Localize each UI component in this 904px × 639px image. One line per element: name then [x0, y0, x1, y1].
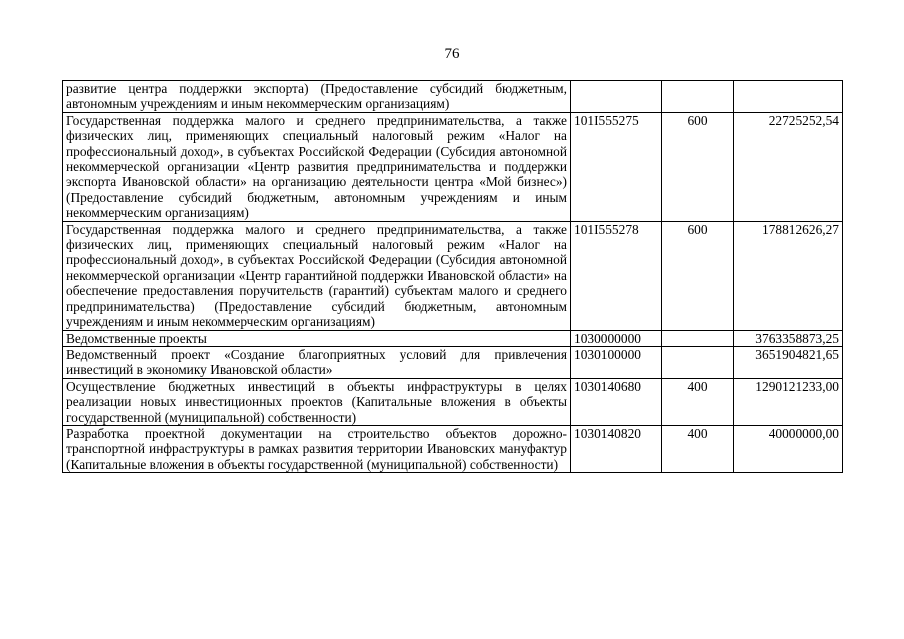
row-expense-type [662, 346, 734, 378]
row-name: развитие центра поддержки экспорта) (Предоставление субсидий бюджетным, автономным учреждениям и иным некоммерческим организациям) [63, 81, 571, 113]
row-code [571, 81, 662, 113]
table-row [63, 346, 843, 378]
table-row [63, 425, 843, 472]
table-row [63, 112, 843, 221]
row-sum [734, 81, 843, 113]
row-name: Ведомственные проекты [63, 330, 571, 346]
row-name: Ведомственный проект «Создание благоприятных условий для привлечения инвестиций в экономику Ивановской области» [63, 346, 571, 378]
row-expense-type: 600 [662, 221, 734, 330]
row-name: Разработка проектной документации на строительство объектов дорожно-транспортной инфраструктуры в рамках развития территории Ивановских мануфактур (Капитальные вложения в объекты государственной (муниципальной) собственности) [63, 425, 571, 472]
row-name: Осуществление бюджетных инвестиций в объекты инфраструктуры в целях реализации новых инвестиционных проектов (Капитальные вложения в объекты государственной (муниципальной) собственности) [63, 378, 571, 425]
row-sum: 3651904821,65 [734, 346, 843, 378]
row-expense-type [662, 330, 734, 346]
row-code: 1030140680 [571, 378, 662, 425]
row-code: 101I555278 [571, 221, 662, 330]
budget-table [62, 80, 843, 473]
table-row [63, 81, 843, 113]
table-row [63, 221, 843, 330]
row-code: 1030100000 [571, 346, 662, 378]
row-sum: 22725252,54 [734, 112, 843, 221]
row-code: 1030140820 [571, 425, 662, 472]
page-number: 76 [444, 46, 460, 62]
row-sum: 3763358873,25 [734, 330, 843, 346]
row-code: 101I555275 [571, 112, 662, 221]
row-expense-type: 600 [662, 112, 734, 221]
row-name: Государственная поддержка малого и среднего предпринимательства, а также физических лиц, применяющих специальный налоговый режим «Налог на профессиональный доход», в субъектах Российской Федерации (Субсидия автономной некоммерческой организации «Центр гарантийной поддержки Ивановской области» на обеспечение предоставления поручительств (гарантий) субъектам малого и среднего предпринимательства) (Предоставление субсидий бюджетным, автономным учреждениям и иным некоммерческим организациям) [63, 221, 571, 330]
row-code: 1030000000 [571, 330, 662, 346]
table-row [63, 378, 843, 425]
table-row [63, 330, 843, 346]
row-expense-type: 400 [662, 425, 734, 472]
row-sum: 1290121233,00 [734, 378, 843, 425]
row-sum: 40000000,00 [734, 425, 843, 472]
row-sum: 178812626,27 [734, 221, 843, 330]
row-expense-type: 400 [662, 378, 734, 425]
row-expense-type [662, 81, 734, 113]
row-name: Государственная поддержка малого и среднего предпринимательства, а также физических лиц, применяющих специальный налоговый режим «Налог на профессиональный доход», в субъектах Российской Федерации (Субсидия автономной некоммерческой организации «Центр развития предпринимательства и поддержки экспорта Ивановской области» на организацию деятельности центра «Мой бизнес») (Предоставление субсидий бюджетным, автономным учреждениям и иным некоммерческим организациям) [63, 112, 571, 221]
